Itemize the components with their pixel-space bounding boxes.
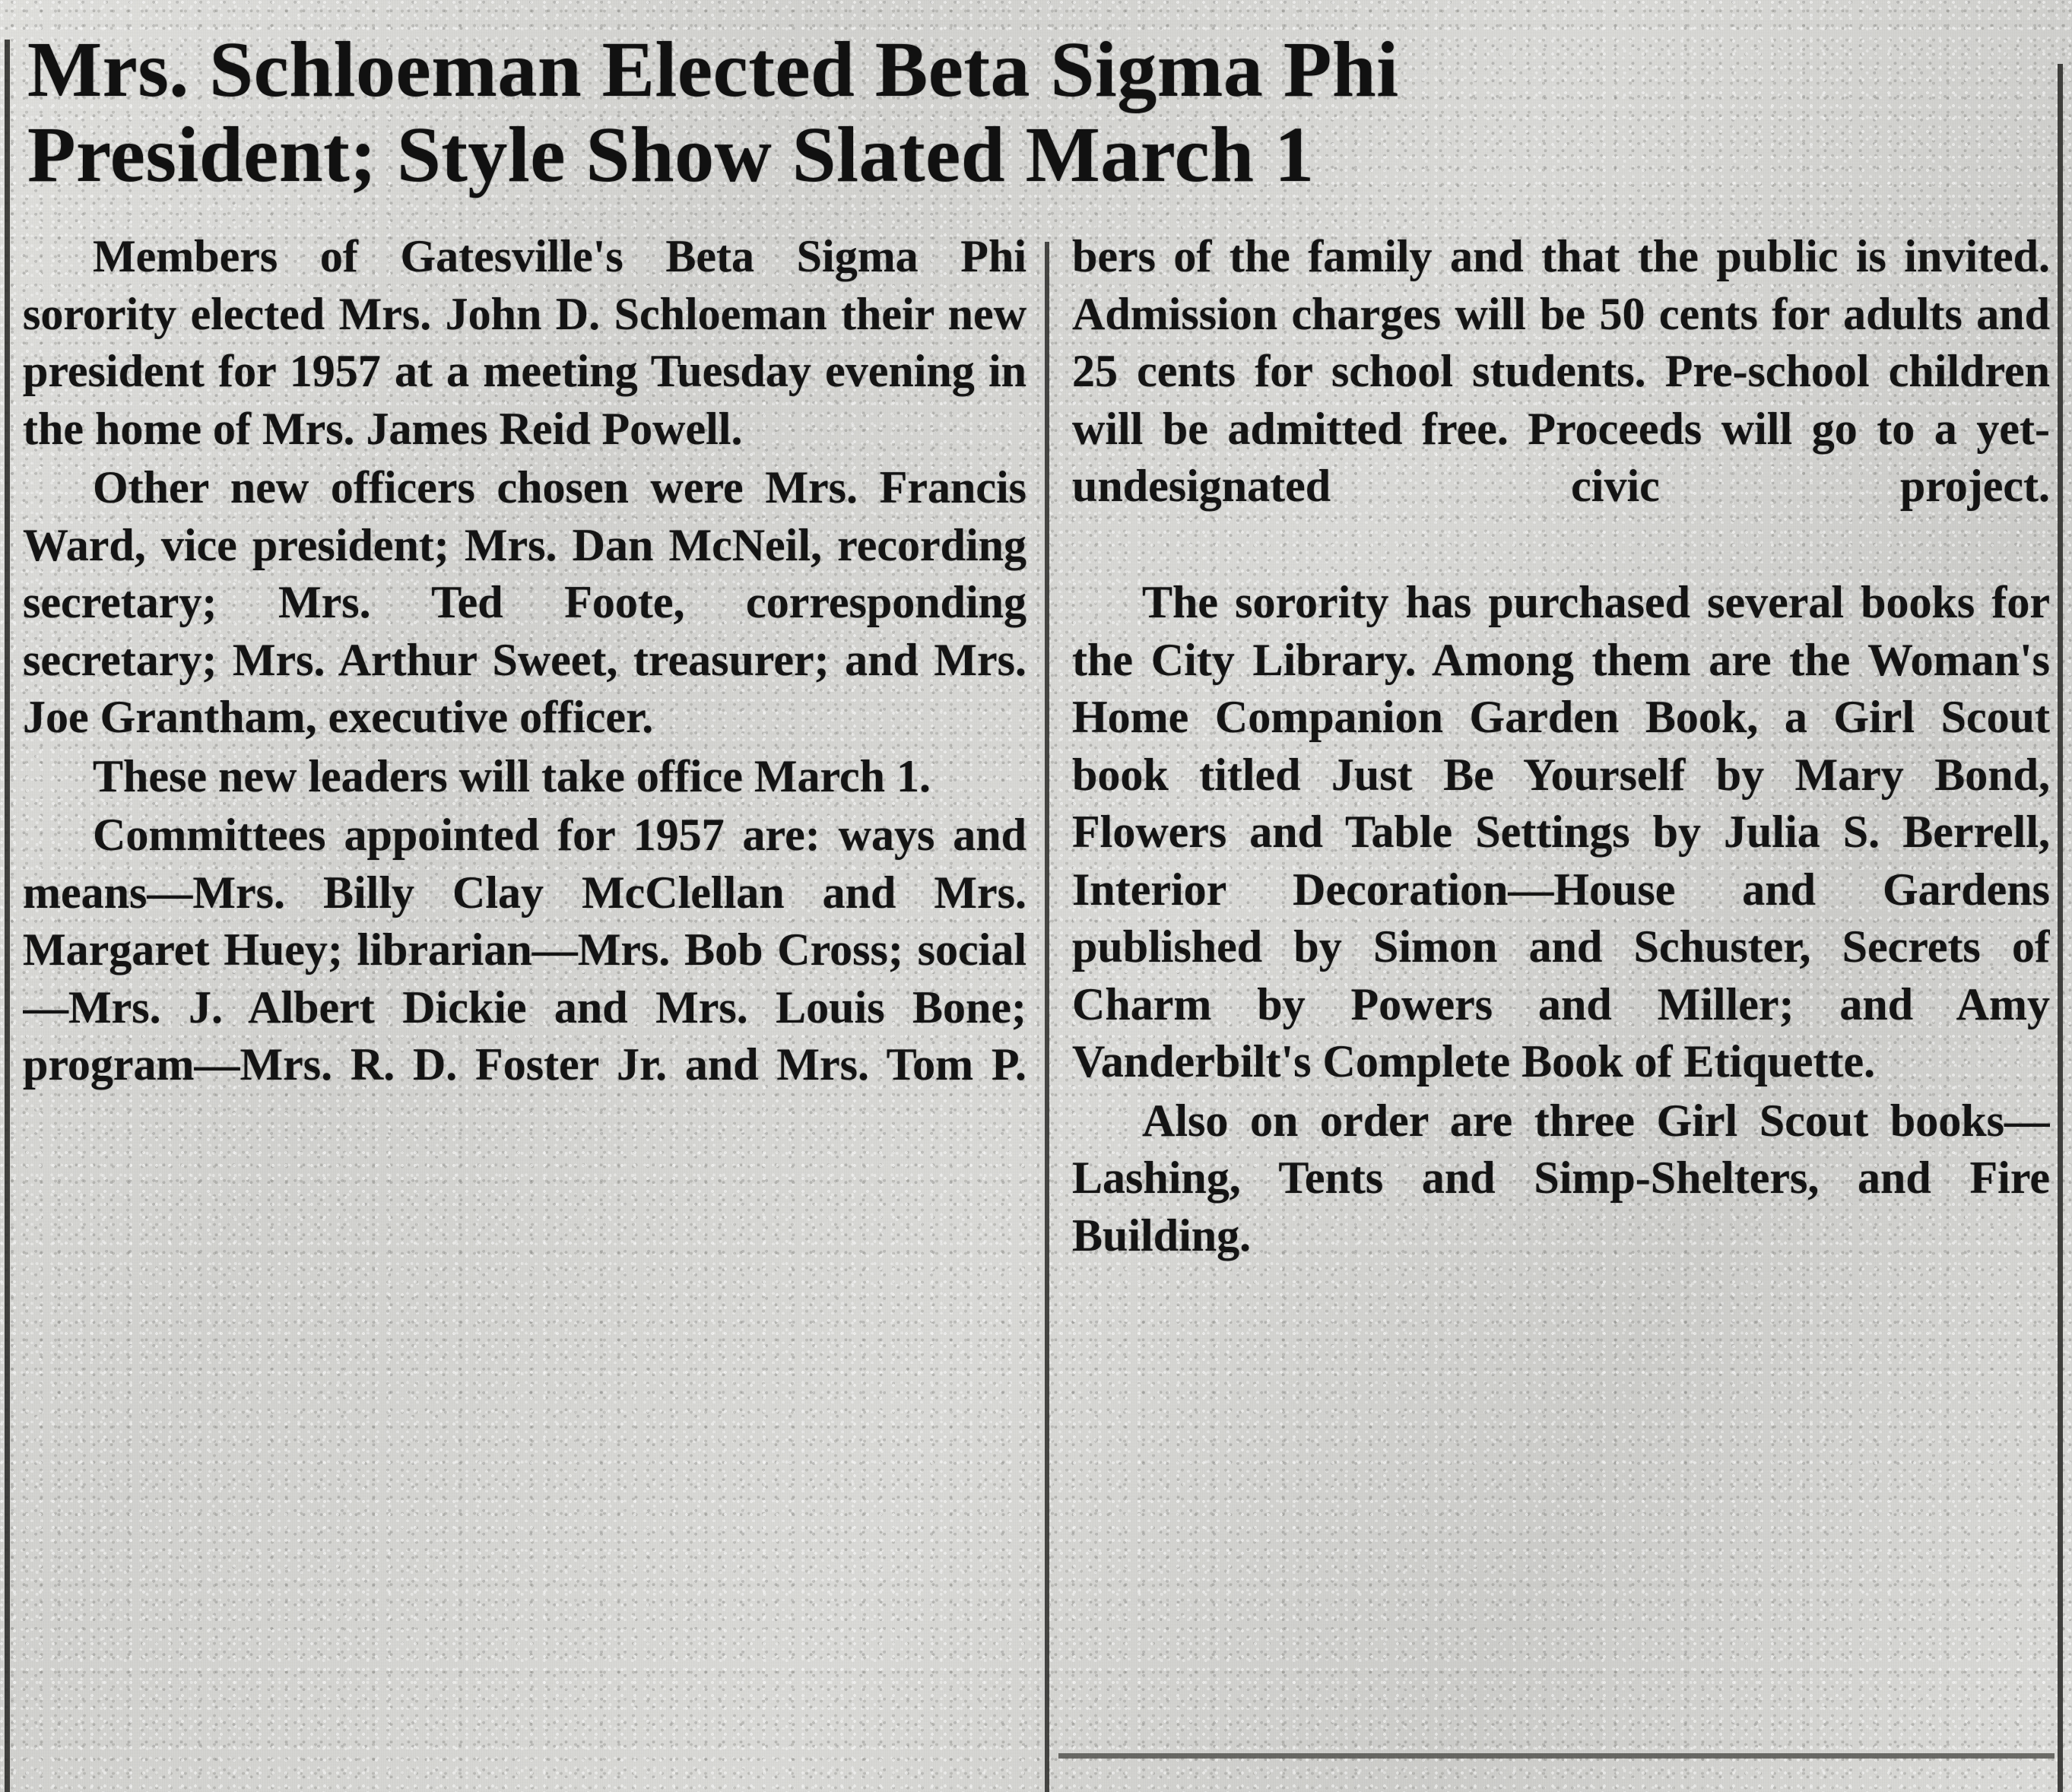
paragraph-left-2: Other new officers chosen were Mrs. Francis Ward, vice president; Mrs. Dan McNeil, recording secretary; Mrs. Ted Foote, corresponding secretary; Mrs. Arthur Sweet, treasurer; and Mrs. Joe Grantham, executive officer. — [23, 462, 1026, 742]
bottom-horizontal-rule — [1058, 1753, 2055, 1759]
paragraph-left-3: These new leaders will take office March 1. — [93, 750, 931, 801]
paragraph-left-1: Members of Gatesville's Beta Sigma Phi sorority elected Mrs. John D. Schloeman their new president for 1957 at a meeting Tuesday evening in the home of Mrs. James Reid Powell. — [23, 231, 1026, 454]
paragraph-right-1: bers of the family and that the public is invited. Admission charges will be 50 cents for adults and 25 cents for school students. Pre-school children will be admitted free. Proceeds will go to a yet-undesignated civic project. — [1072, 231, 2050, 511]
left-border-rule — [5, 40, 10, 1792]
headline-line-2: President; Style Show Slated March 1 — [27, 111, 1315, 198]
right-border-rule — [2058, 64, 2063, 1792]
headline-line-1: Mrs. Schloeman Elected Beta Sigma Phi — [27, 26, 1399, 113]
paragraph-right-3: Also on order are three Girl Scout books—Lashing, Tents and Simp-Shelters, and Fire Building. — [1072, 1095, 2050, 1261]
paragraph-left-4: Committees appointed for 1957 are: ways and means—Mrs. Billy Clay McClellan and Mrs. Margaret Huey; librarian—Mrs. Bob Cross; social—Mrs. J. Albert Dickie and Mrs. Louis Bone; program—Mrs. R. D. Foster Jr. and Mrs. Tom P. — [23, 810, 1026, 1089]
article-headline — [27, 27, 2035, 198]
column-divider-rule — [1045, 242, 1049, 1792]
paragraph-right-2: The sorority has purchased several books for the City Library. Among them are the Woman's Home Companion Garden Book, a Girl Scout book titled Just Be Yourself by Mary Bond, Flowers and Table Settings by Julia S. Berrell, Interior Decoration—House and Gardens published by Simon and Schuster, Secrets of Charm by Powers and Miller; and Amy Vanderbilt's Complete Book of Etiquette. — [1072, 577, 2050, 1086]
